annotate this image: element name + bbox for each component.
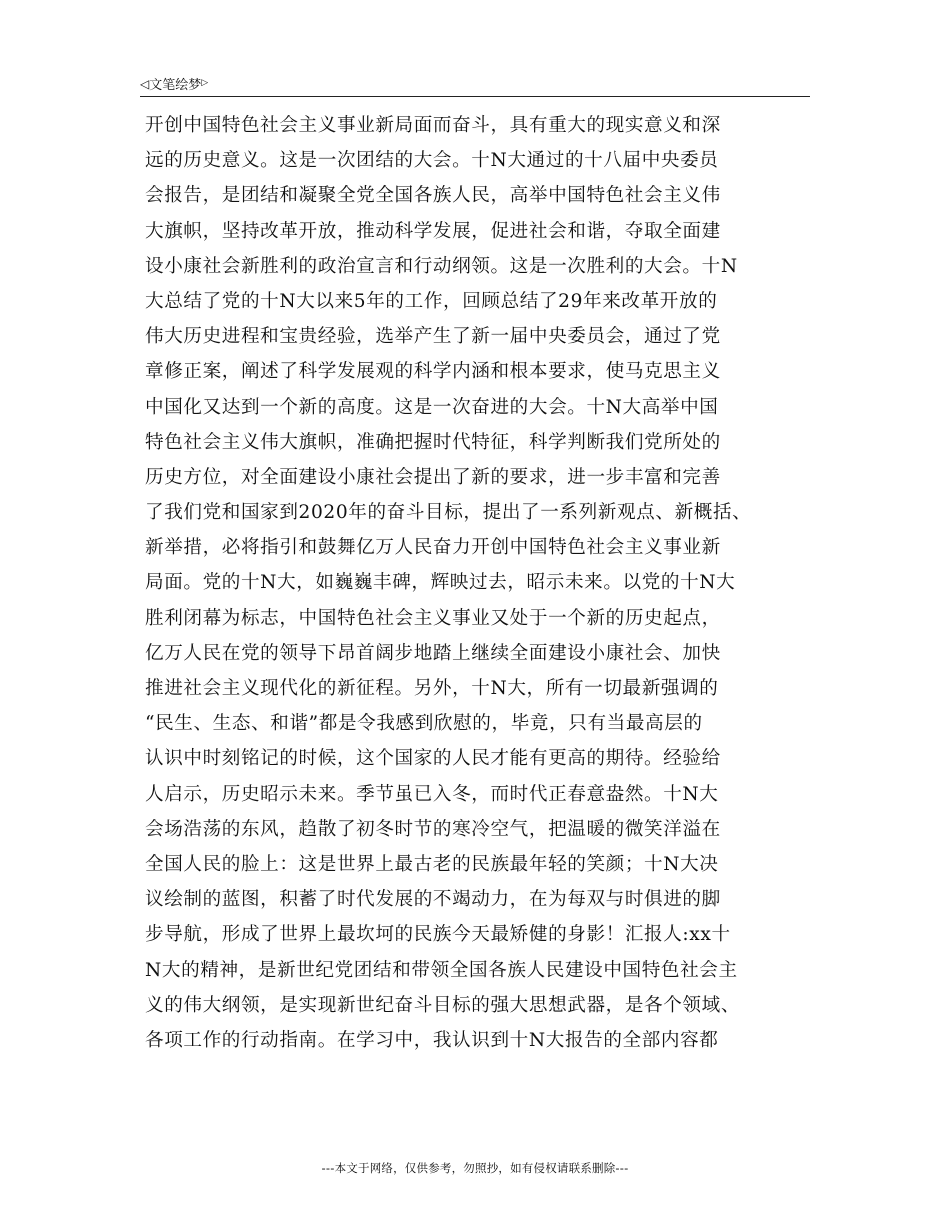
body-line: 议绘制的蓝图，积蓄了时代发展的不竭动力，在为每双与时俱进的脚 [145,889,721,911]
page-footer-disclaimer: ---本文于网络，仅供参考，勿照抄，如有侵权请联系删除--- [321,1161,629,1175]
body-line: 伟大历史进程和宝贵经验，选举产生了新一届中央委员会，通过了党 [145,326,721,348]
body-line: 大旗帜，坚持改革开放，推动科学发展，促进社会和谐，夺取全面建 [145,220,721,242]
body-line: “民生、生态、和谐”都是令我感到欣慰的，毕竟，只有当最高层的 [145,713,703,735]
body-line: 章修正案，阐述了科学发展观的科学内涵和根本要求，使马克思主义 [145,361,721,383]
body-line: 认识中时刻铭记的时候，这个国家的人民才能有更高的期待。经验给 [145,748,721,770]
body-line: 亿万人民在党的领导下昂首阔步地踏上继续全面建设小康社会、加快 [145,642,721,664]
body-line: 步导航，形成了世界上最坎坷的民族今天最矫健的身影！汇报人:xx十 [145,924,731,946]
body-line: 局面。党的十N大，如巍巍丰碑，辉映过去，昭示未来。以党的十N大 [145,572,736,594]
body-line: 会报告，是团结和凝聚全党全国各族人民，高举中国特色社会主义伟 [145,185,721,207]
body-line: 设小康社会新胜利的政治宣言和行动纲领。这是一次胜利的大会。十N [145,255,738,277]
body-line: 开创中国特色社会主义事业新局面而奋斗，具有重大的现实意义和深 [145,115,721,136]
body-line: 大总结了党的十N大以来5年的工作，回顾总结了29年来改革开放的 [145,290,718,312]
body-line: 历史方位，对全面建设小康社会提出了新的要求，进一步丰富和完善 [145,466,721,488]
body-line: 胜利闭幕为标志，中国特色社会主义事业又处于一个新的历史起点， [145,607,721,629]
body-line: 全国人民的脸上：这是世界上最古老的民族最年轻的笑颜；十N大决 [145,853,719,875]
triangle-left-icon: ◁ [140,77,150,91]
body-text [145,108,825,1058]
body-line: 中国化又达到一个新的高度。这是一次奋进的大会。十N大高举中国 [145,396,719,418]
body-line: 新举措，必将指引和鼓舞亿万人民奋力开创中国特色社会主义事业新 [145,537,721,559]
body-line: 各项工作的行动指南。在学习中，我认识到十N大报告的全部内容都 [145,1029,719,1051]
body-line: 推进社会主义现代化的新征程。另外，十N大，所有一切最新强调的 [145,678,719,699]
body-line: 义的伟大纲领，是实现新世纪奋斗目标的强大思想武器，是各个领域、 [145,994,741,1016]
body-line: 会场浩荡的东风，趋散了初冬时节的寒冷空气，把温暖的微笑洋溢在 [145,818,721,840]
body-line: 远的历史意义。这是一次团结的大会。十N大通过的十八届中央委员 [145,150,719,172]
header-logo [140,74,208,95]
triangle-right-icon: ▷ [201,78,209,88]
body-line: 人启示，历史昭示未来。季节虽已入冬，而时代正春意盎然。十N大 [145,783,719,805]
page-header [140,74,810,97]
body-line: 特色社会主义伟大旗帜，准确把握时代特征，科学判断我们党所处的 [145,431,721,453]
header-logo-text: 文笔绘梦 [149,78,202,93]
body-line: N大的精神，是新世纪党团结和带领全国各族人民建设中国特色社会主 [145,959,738,981]
body-line: 了我们党和国家到2020年的奋斗目标，提出了一系列新观点、新概括、 [145,502,752,524]
